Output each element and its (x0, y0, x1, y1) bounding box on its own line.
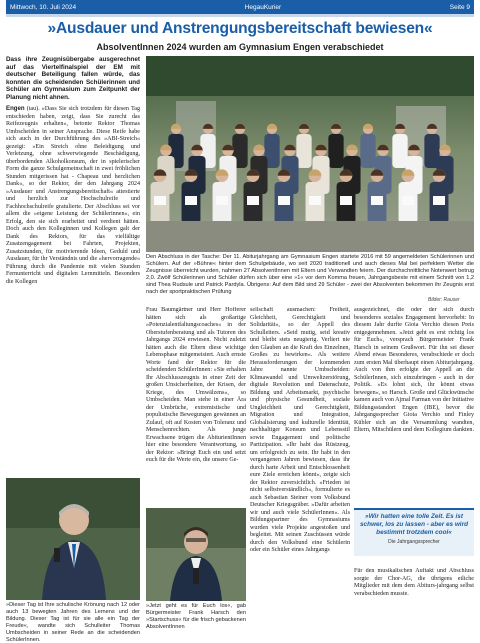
certificate (278, 196, 290, 205)
header-paper-name: HegauKurier (244, 3, 282, 11)
certificate (154, 196, 166, 205)
article-subheadline: AbsolventInnen 2024 wurden am Gymnasium Engen verabschiedet (96, 42, 384, 52)
graduate-figure (328, 134, 343, 168)
certificate (433, 196, 445, 205)
mayor-photo (146, 508, 246, 601)
mayor-photo-caption: »Jetzt geht es für Euch los«, gab Bürgermeister Frank Harsch den »Startschuss« für die frisch gebackenen AbsolventInnen (146, 603, 246, 630)
article-headline: »Ausdauer und Anstrengungsbereitschaft bewiesen« (47, 20, 433, 37)
article-column-4-bottom: Für den musikalischen Auftakt und Abschluss sorgte der Chor-AG, die übrigens etliche Mitglieder mit dem dem Abiturs-jahrgang selbst verabschieden musste. (354, 568, 474, 597)
certificate (402, 196, 414, 205)
header-page-number: Seite 9 (449, 3, 470, 11)
principal-photo (6, 478, 140, 600)
article-column-2: Frau Baumgärtner und Herr Hofferer hätten sich als großartige »Potenzialentfaltungscoaches« in der Oberstufenberatung und als Tutoren des Jahrgangs 2024 erwiesen. Nicht zuletzt hätten auch die Eltern diese wichtige Lebensphase mitgemeistert. Auch ernste Worte fand der Rektor für die scheidenden SchülerInnen: »Sie erhalten Ihr Abschlusszeugnis in einer Zeit der großen Unsicherheiten, der Krisen, der Kriege, des Umwälzens«, so Umbscheiden. Man stehe in einer Ära der Umbrüche, extremistische und populistische Bewegungen gewännen an Zulauf, oft auf Kosten von Toleranz und Menschenrechten. Als junge Erwachsene trügen die AbiturientInnen hier eine besondere Verantwortung, so der Rektor: »Bringt Euch ein und setzt euch für die Werte ein, die unsere Ge- (146, 307, 246, 463)
certificate (185, 196, 197, 205)
dateline: Engen (6, 105, 25, 112)
article-lead: Dass ihre Zeugnisübergabe ausgerechnet auf das Viertelfinalspiel der EM mit deutscher Beteiligung fallen würde, das konnten die scheidenden Schülerinnen und Schüler am Gymnasium zum Zeitpunkt der Planung nicht ahnen. (6, 56, 140, 101)
graduate-figure (296, 134, 311, 168)
column-1-body (6, 105, 140, 286)
certificate (216, 196, 228, 205)
principal-photo-caption: »Dieser Tag ist Ihre schulische Krönung nach 12 oder auch 13 bewegten Jahren des Lernens und der Bildung. Dieser Tag ist für sie alle ein Tag der Freude«, wandte sich Schulleiter Thomas Umbscheiden in seiner Rede an die scheidenden SchülerInnen. (6, 602, 140, 642)
article-column-3: sellschaft ausmachen: Freiheit, Gleichheit, Gerechtigkeit und Solidarität«, so der Appell des Schulleiters. »Seid mutig, seid kreativ und bleibt stets neugierig. Verliert nie den Glauben an die Kraft des Einzelnen, Großes zu bewirken«. Als weitere Herausforderungen der kommenden Jahre nannte Umbscheiden: Klimawandel und Umweltzerstörung, digitale Revolution und Datenschutz, Bildung und Arbeitsmarkt, psychische und physische Gesundheit, soziale Ungleichheit und Gerechtigkeit, Migration und Integration, Globalisierung und kulturelle Identität, nachhaltiger Konsum und Lebensstil sowie Engagement und politische Partizipation. »Ihr habt das Rüstzeug, um erfolgreich zu sein. Ihr habt in den vergangenen Jahren bewiesen, dass ihr durch harte Arbeit und Entschlossenheit eure Ziele erreichen könnt«, zeigte sich der Rektor zuversichtlich. »Frieden ist nicht selbstverständlich«, formulierte es auch Sebastian Steiner vom Volksbund Deutscher Kriegsgräber. »Dafür arbeiten wir und auch viele SchülerInnen«. Als Bildungspartner des Gymnasiums wurden viele Projekte angestoßen und begleitet. Mit seinen Zuschüssen würde durch den Volksbund eine Schülerin oder ein Schüler eines Jahrgangs (250, 307, 350, 553)
quote-box (354, 508, 474, 556)
graduate-figure (360, 134, 375, 168)
mayor-illustration (146, 508, 246, 601)
article-column-4: ausgezeichnet, die oder der sich durch besonderes soziales Engagement hervorhebt: In diesem Jahr durfte Gioia Verchio diesen Preis entgegennehmen. »Jetzt geht es erst richtig los für Euch«, versprach Bürgermeister Frank Harsch in seinem Grußwort. Für ihn sei dieser Abend etwas Besonderes, verabschiede er doch zum ersten Mal überhaupt einen Abiturjahrgang. Auch von ihm erfolgte der Appell an die SchülerInnen, sich einzubringen - auch in der Politik. »Es lohnt sich, ihr könnt etwas bewegen«, so Harsch. Große und Glückwünsche kamen auch von Ajmal Farman von der Initiative Bildungsstandort Engen (IBE), bevor die Jahrgangssprecher Gioia Verchio und Finley Kübler sich an die Versammlung wandten, Eltern, Mitschülern und dem Kollegium dankten. (354, 307, 474, 433)
certificate (371, 196, 383, 205)
graduate-figure (392, 134, 407, 168)
certificate (247, 196, 259, 205)
certificate (340, 196, 352, 205)
main-photo-caption: Den Abschluss in der Tasche: Der 11. Abiturjahrgang am Gymnasium Engen startete 2016 mit 59 angemeldeten Schülerinnen und Schülern. Auf der »Bühne« hinter dem Schulgebäude, wo seit 2020 traditionell und auch dieses Mal bei perfektem Wetter die Zeugnisse überreicht wurden, nahmen 27 AbsolventInnen mit Eltern und Verwandten feiern. Der durchschnittliche Notenwert betrug 2,0. Zwölf Schülerinnen und Schüler dürfen sich über eine »1« vor dem Komma freuen, Jahrgangsbeste mit einem Schnitt von 1,2 sind Thea Rudsule und Patrick Pardyla. Übrigens: Auf dem Bild sind 29 Schüler - zwei der Absolventen bekommen ihr Zeugnis erst nach der sportpraktischen Prüfung (146, 254, 474, 295)
photo-credit: Bilder: Rauser (428, 297, 460, 303)
header-date: Mittwoch, 10. Juli 2024 (10, 3, 77, 11)
page-header-bar (6, 0, 474, 14)
column-1-text: (tau). »Dass Sie sich trotzdem für diesen Tag entschieden haben, zeigt, dass Sie zurecht das Reifezeugnis erhalten«, betonte Rektor Thomas Umbscheiden in seiner Ansprache. Diese Reife habe sich auch in der Durchführung des »ABI-Streich« gezeigt: »Ein Streich ohne Beleidigung und Verletzung, ohne schwerwiegende Beschädigung, überbordenden Alkoholkonsum, der in spielerischer Form die ganze Schulgemeinschaft in zwei fröhlichen Stunden mitgerissen hat - Chapeau und herzlichen Dank«, so der Rektor, der den Jahrgang 2024 »Ausdauer und Anstrengungsbereitschaft« attestierte und herzlich zur Hochschulreife und Fachhochschulreife gratulierte. Der Abschluss sei vor allem die »eigene Leistung der Schülerinnen«, ein Erfolg, den sie sich erarbeitet und verdient hätten. Doch auch den Kolleginnen und Kollegen galt der Dank des Rektors, für das vielfältige Zusatzengagement bei Fahrten, Projekten, Zusatzstunden, für motivierende Ideen, Geduld und Ausdauer, für ihr Verständnis und die »hervorragende« Führung durch die Pandemie mit vielen Stunden Fernunterricht und digitalen Lernmitteln. Besonders die Kollegen (6, 106, 140, 285)
principal-illustration (6, 478, 140, 600)
article-column-1 (6, 56, 140, 476)
group-photo-illustration (146, 56, 474, 252)
quote-attribution: Die Jahrgangssprecher (388, 539, 440, 545)
quote-text: »Wir hatten eine tolle Zeit. Es ist schwer, los zu lassen - aber es wird bestimmt trotzdem cool« (360, 513, 468, 536)
certificate (309, 196, 321, 205)
header-rule (6, 14, 474, 17)
main-group-photo (146, 56, 474, 252)
